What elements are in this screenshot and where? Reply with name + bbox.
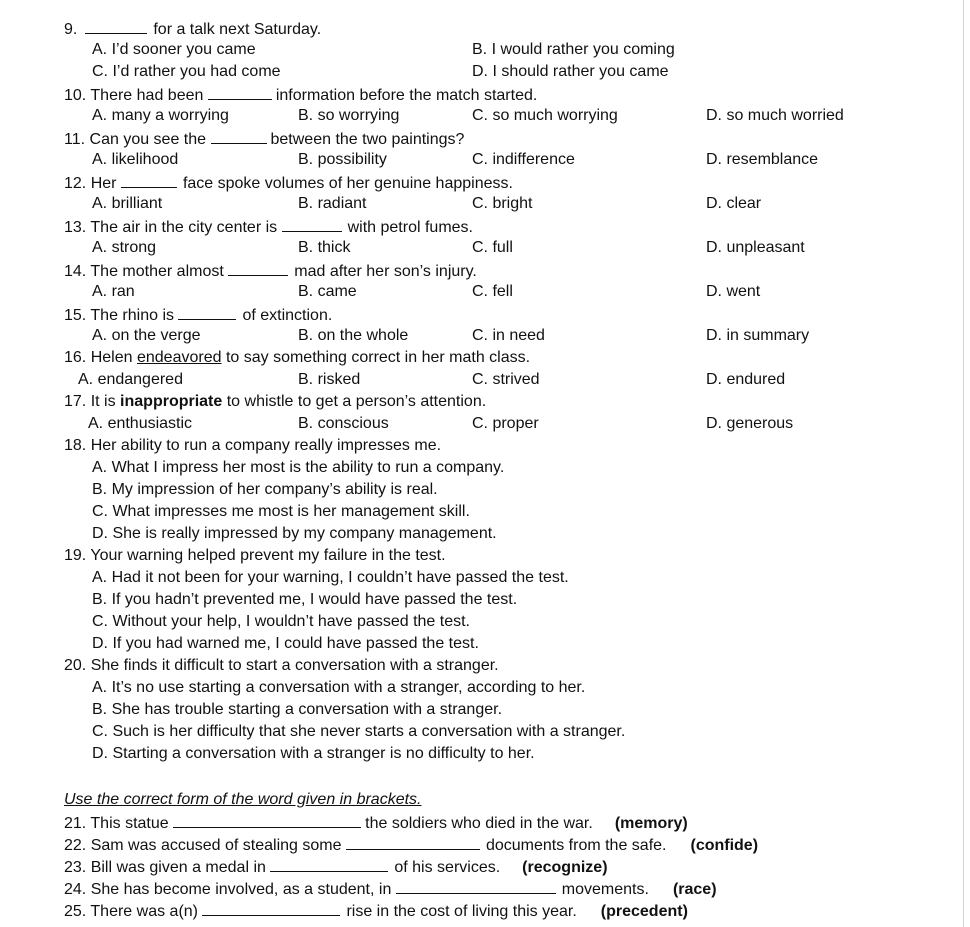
- underlined-word: endeavored: [136, 349, 222, 366]
- option-b: B. so worrying: [298, 107, 400, 124]
- option-c: C. What impresses me most is her management skill.: [92, 503, 470, 520]
- stem-text: of his services.: [394, 859, 501, 876]
- stem-text: The mother almost: [90, 263, 224, 280]
- option-b: B. conscious: [298, 415, 389, 432]
- question-number: 10.: [64, 87, 87, 104]
- stem-text: rise in the cost of living this year.: [346, 903, 577, 920]
- answer-blank[interactable]: [228, 261, 288, 276]
- option-a: A. strong: [92, 239, 157, 256]
- word-form-item: [64, 835, 758, 855]
- option-c: C. bright: [472, 195, 533, 212]
- stem-text: to say something correct in her math class.: [225, 349, 531, 366]
- root-word: (precedent): [600, 903, 688, 920]
- option-d: D. unpleasant: [706, 239, 805, 256]
- question-stem: [64, 349, 530, 367]
- question-number: 15.: [64, 307, 87, 324]
- stem-text: information before the match started.: [275, 87, 538, 104]
- answer-blank[interactable]: [282, 217, 342, 232]
- option-a: A. endangered: [78, 371, 183, 388]
- stem-text: mad after her son’s injury.: [294, 263, 477, 280]
- option-b: B. risked: [298, 371, 361, 388]
- root-word: (confide): [690, 837, 759, 854]
- option-c: C. proper: [472, 415, 539, 432]
- option-d: D. resemblance: [706, 151, 819, 168]
- question-stem: [64, 85, 537, 105]
- stem-text: the soldiers who died in the war.: [365, 815, 593, 832]
- question-number: 23.: [64, 859, 87, 876]
- question-stem: [64, 217, 473, 237]
- answer-blank[interactable]: [178, 305, 236, 320]
- option-a: A. likelihood: [92, 151, 179, 168]
- root-word: (race): [672, 881, 717, 898]
- question-number: 16.: [64, 349, 87, 366]
- option-a: A. brilliant: [92, 195, 163, 212]
- answer-blank[interactable]: [202, 901, 340, 916]
- option-d: D. clear: [706, 195, 762, 212]
- answer-blank[interactable]: [211, 129, 267, 144]
- stem-text: This statue: [90, 815, 169, 832]
- option-b: B. on the whole: [298, 327, 409, 344]
- option-b: B. I would rather you coming: [472, 41, 675, 58]
- root-word: (recognize): [522, 859, 608, 876]
- option-c: C. Such is her difficulty that she never starts a conversation with a stranger.: [92, 723, 626, 740]
- question-stem: [64, 129, 464, 149]
- word-form-item: [64, 901, 688, 921]
- option-d: D. went: [706, 283, 761, 300]
- option-a: A. Had it not been for your warning, I couldn’t have passed the test.: [92, 569, 569, 586]
- question-stem: [64, 261, 477, 281]
- question-number: 22.: [64, 837, 87, 854]
- question-stem: [64, 393, 486, 411]
- question-number: 13.: [64, 219, 87, 236]
- stem-text: face spoke volumes of her genuine happiness.: [182, 175, 513, 192]
- stem-text: The air in the city center is: [90, 219, 278, 236]
- stem-text: movements.: [561, 881, 649, 898]
- question-stem: [64, 173, 513, 193]
- stem-text: between the two paintings?: [270, 131, 465, 148]
- stem-text: Sam was accused of stealing some: [90, 837, 342, 854]
- question-number: 25.: [64, 903, 87, 920]
- option-d: D. in summary: [706, 327, 810, 344]
- question-number: 11.: [64, 131, 86, 148]
- option-a: A. I’d sooner you came: [92, 41, 256, 58]
- stem-text: She has become involved, as a student, in: [90, 881, 392, 898]
- question-stem: [64, 19, 321, 39]
- option-d: D. so much worried: [706, 107, 844, 124]
- question-number: 14.: [64, 263, 87, 280]
- option-a: A. It’s no use starting a conversation with a stranger, according to her.: [92, 679, 586, 696]
- question-stem: [64, 305, 332, 325]
- word-form-item: [64, 857, 608, 877]
- stem-text: Helen: [90, 349, 133, 366]
- option-d: D. She is really impressed by my company management.: [92, 525, 497, 542]
- option-b: B. thick: [298, 239, 351, 256]
- option-c: C. in need: [472, 327, 545, 344]
- option-b: B. My impression of her company’s ability is real.: [92, 481, 438, 498]
- option-c: C. I’d rather you had come: [92, 63, 281, 80]
- stem-text: Bill was given a medal in: [90, 859, 266, 876]
- stem-text: to whistle to get a person’s attention.: [226, 393, 487, 410]
- option-c: C. indifference: [472, 151, 575, 168]
- option-b: B. possibility: [298, 151, 387, 168]
- stem-text: documents from the safe.: [485, 837, 667, 854]
- stem-text: It is: [90, 393, 116, 410]
- option-a: A. many a worrying: [92, 107, 229, 124]
- option-b: B. radiant: [298, 195, 367, 212]
- option-c: C. full: [472, 239, 513, 256]
- answer-blank[interactable]: [270, 857, 388, 872]
- option-a: A. on the verge: [92, 327, 201, 344]
- section-instruction: Use the correct form of the word given in brackets.: [64, 791, 422, 808]
- answer-blank[interactable]: [121, 173, 177, 188]
- option-a: A. What I impress her most is the ability to run a company.: [92, 459, 505, 476]
- stem-text: with petrol fumes.: [347, 219, 473, 236]
- question-stem: 20. She finds it difficult to start a conversation with a stranger.: [64, 657, 499, 674]
- option-d: D. Starting a conversation with a stranger is no difficulty to her.: [92, 745, 535, 762]
- option-d: D. I should rather you came: [472, 63, 669, 80]
- root-word: (memory): [614, 815, 688, 832]
- answer-blank[interactable]: [396, 879, 556, 894]
- stem-text: There had been: [90, 87, 204, 104]
- option-c: C. Without your help, I wouldn’t have passed the test.: [92, 613, 470, 630]
- option-d: D. generous: [706, 415, 794, 432]
- option-c: C. fell: [472, 283, 513, 300]
- bold-word: inappropriate: [120, 393, 223, 410]
- option-b: B. came: [298, 283, 357, 300]
- option-c: C. so much worrying: [472, 107, 618, 124]
- question-stem: 18. Her ability to run a company really impresses me.: [64, 437, 442, 454]
- answer-blank[interactable]: [346, 835, 480, 850]
- question-number: 17.: [64, 393, 87, 410]
- option-a: A. ran: [92, 283, 135, 300]
- option-d: D. If you had warned me, I could have passed the test.: [92, 635, 479, 652]
- answer-blank[interactable]: [208, 85, 272, 100]
- answer-blank[interactable]: [85, 19, 147, 34]
- option-b: B. If you hadn’t prevented me, I would have passed the test.: [92, 591, 518, 608]
- question-number: 21.: [64, 815, 87, 832]
- question-number: 9.: [64, 21, 78, 38]
- question-number: 24.: [64, 881, 87, 898]
- stem-text: Her: [90, 175, 117, 192]
- stem-text: The rhino is: [90, 307, 174, 324]
- question-stem: 19. Your warning helped prevent my failure in the test.: [64, 547, 446, 564]
- word-form-item: [64, 879, 717, 899]
- question-number: 12.: [64, 175, 87, 192]
- stem-text: of extinction.: [242, 307, 333, 324]
- page-edge: [963, 0, 964, 927]
- word-form-item: [64, 813, 688, 833]
- stem-text: Can you see the: [89, 131, 207, 148]
- stem-text: for a talk next Saturday.: [153, 21, 322, 38]
- option-b: B. She has trouble starting a conversation with a stranger.: [92, 701, 503, 718]
- answer-blank[interactable]: [173, 813, 361, 828]
- option-a: A. enthusiastic: [88, 415, 193, 432]
- option-c: C. strived: [472, 371, 540, 388]
- option-d: D. endured: [706, 371, 786, 388]
- stem-text: There was a(n): [90, 903, 198, 920]
